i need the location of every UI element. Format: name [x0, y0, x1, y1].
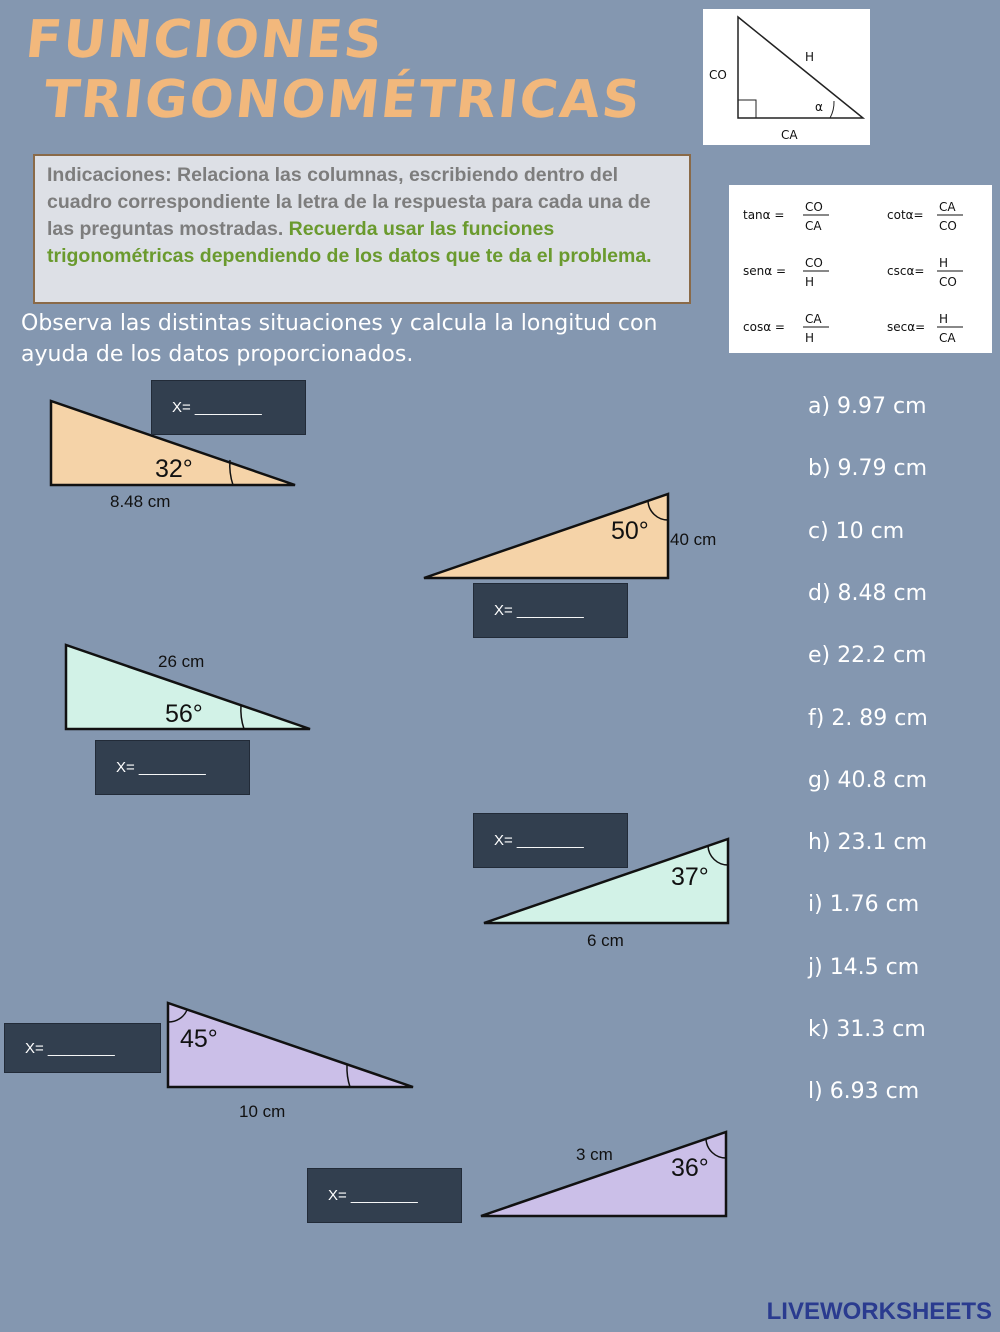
answer-input-3[interactable]: X= ________	[95, 740, 250, 795]
answer-option: h) 23.1 cm	[808, 830, 928, 856]
formula-denominator: CO	[939, 275, 957, 289]
formula-denominator: CO	[939, 219, 957, 233]
formula-denominator: CA	[805, 219, 822, 233]
formula-denominator: H	[805, 331, 815, 345]
answer-option: b) 9.79 cm	[808, 456, 928, 482]
formula-lhs: tanα =	[743, 208, 785, 222]
formula-lhs: cotα=	[887, 208, 924, 222]
angle-label-1: 32°	[155, 455, 193, 483]
liveworksheets-logo: LIVEWORKSHEETS	[766, 1298, 992, 1325]
answer-option: e) 22.2 cm	[808, 643, 927, 669]
alpha-label: α	[815, 100, 823, 114]
side-label-6: 3 cm	[576, 1145, 613, 1164]
formula-lhs: cscα=	[887, 264, 925, 278]
answer-input-4[interactable]: X= ________	[473, 813, 628, 868]
formula-numerator: CA	[939, 200, 956, 214]
answer-option: f) 2. 89 cm	[808, 705, 928, 731]
formula-lhs: senα =	[743, 264, 787, 278]
formula-numerator: H	[939, 312, 949, 326]
formula-numerator: CO	[805, 200, 823, 214]
formula-denominator: CA	[939, 331, 956, 345]
answer-option: a) 9.97 cm	[808, 394, 927, 419]
formula-lhs: cosα =	[743, 320, 785, 334]
answer-input-2[interactable]: X= ________	[473, 583, 628, 638]
formula-numerator: H	[939, 256, 949, 270]
answer-option: g) 40.8 cm	[808, 767, 928, 793]
side-label-3: 26 cm	[158, 652, 205, 671]
answer-input-1[interactable]: X= ________	[151, 380, 306, 435]
side-label-2: 40 cm	[670, 530, 717, 549]
answer-option: j) 14.5 cm	[808, 954, 920, 980]
side-label-1: 8.48 cm	[110, 492, 171, 511]
answer-input-5[interactable]: X= ________	[4, 1023, 161, 1073]
instructions-reminder: Recuerda usar las funciones trigonométricas dependiendo de los datos que te da el problema.	[47, 218, 652, 267]
answer-option: k) 31.3 cm	[808, 1017, 926, 1042]
answer-option: d) 8.48 cm	[808, 580, 928, 606]
angle-label-3: 56°	[165, 700, 203, 728]
formula-denominator: H	[805, 275, 815, 289]
angle-label-2: 50°	[611, 517, 649, 545]
title-line1: FUNCIONES	[22, 10, 387, 70]
title-line2: TRIGONOMÉTRICAS	[40, 70, 645, 130]
angle-label-4: 37°	[671, 863, 709, 891]
h-label: H	[805, 50, 815, 64]
side-label-5: 10 cm	[239, 1102, 286, 1121]
formula-numerator: CO	[805, 256, 823, 270]
angle-label-6: 36°	[671, 1154, 709, 1182]
answer-option: i) 1.76 cm	[808, 892, 920, 918]
answer-option: l) 6.93 cm	[808, 1079, 920, 1105]
formula-lhs: secα=	[887, 320, 926, 334]
angle-label-5: 45°	[180, 1025, 218, 1053]
formula-numerator: CA	[805, 312, 822, 326]
co-label: CO	[709, 68, 727, 82]
answer-option: c) 10 cm	[808, 518, 905, 544]
ca-label: CA	[781, 128, 798, 142]
instructions-text: Indicaciones: Relaciona las columnas, escribiendo dentro del cuadro correspondiente la letra de la respuesta para cada una de las preguntas mostradas.	[47, 164, 651, 240]
side-label-4: 6 cm	[587, 931, 624, 950]
answer-input-6[interactable]: X= ________	[307, 1168, 462, 1223]
observe-text: Observa las distintas situaciones y calcula la longitud con ayuda de los datos proporcionados.	[21, 311, 658, 367]
